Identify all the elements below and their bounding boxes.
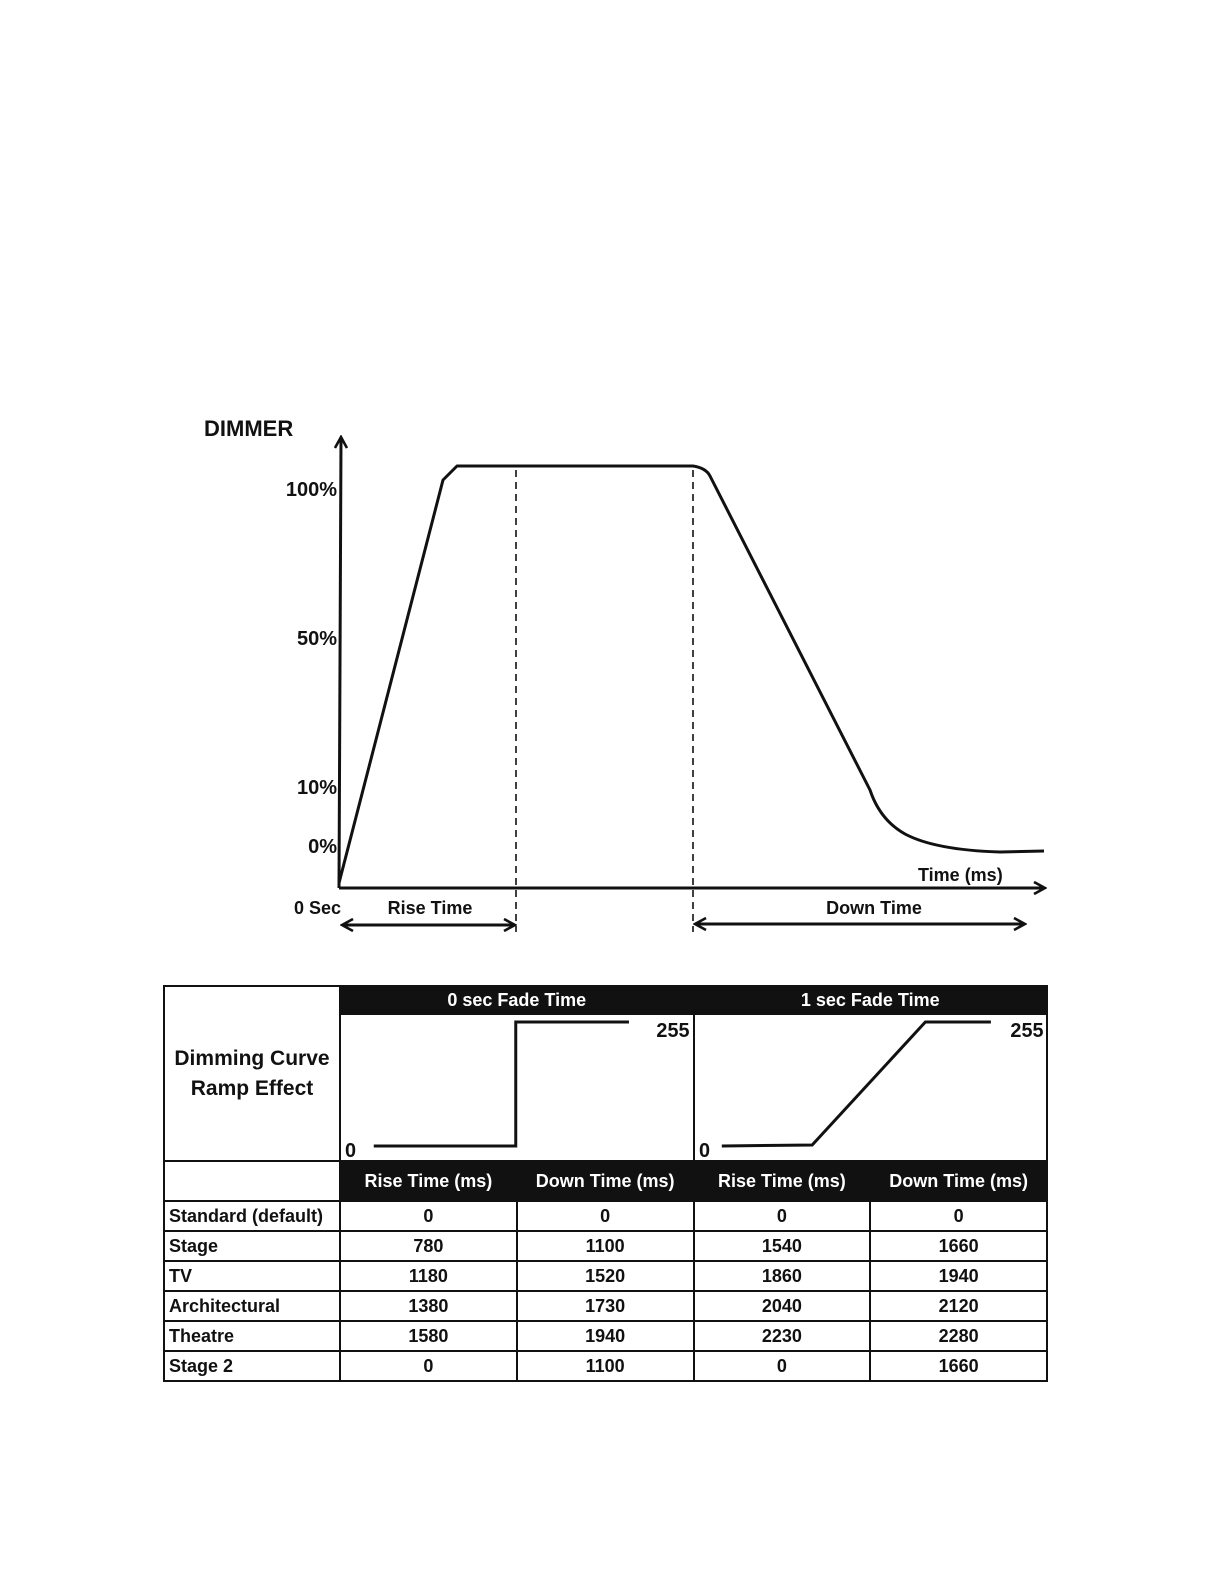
row-label: Stage 2	[164, 1351, 340, 1381]
table-cell: 1860	[694, 1261, 871, 1291]
rise-time-label: Rise Time	[387, 898, 473, 918]
table-row	[164, 1291, 1047, 1321]
fade-time-header: 0 sec Fade Time	[340, 986, 694, 1014]
row-label: Standard (default)	[164, 1201, 340, 1231]
table-cell: 1100	[517, 1231, 694, 1261]
table-row	[164, 1231, 1047, 1261]
ramp-max-label: 255	[656, 1019, 690, 1043]
table-cell: 0	[340, 1201, 517, 1231]
table-cell: 1180	[340, 1261, 517, 1291]
table-cell: 1100	[517, 1351, 694, 1381]
y-tick-label: 0%	[308, 836, 337, 858]
fade-time-header: 1 sec Fade Time	[694, 986, 1048, 1014]
row-label: Stage	[164, 1231, 340, 1261]
table-row	[164, 1201, 1047, 1231]
ramp-effect-label: Dimming Curve Ramp Effect	[174, 1046, 330, 1100]
y-axis	[339, 438, 341, 888]
table-cell: 1540	[694, 1231, 871, 1261]
dimmer-curve	[339, 466, 1044, 883]
blank-header-cell	[164, 1161, 340, 1201]
ramp-min-label: 0	[344, 1139, 357, 1160]
table-cell: 2230	[694, 1321, 871, 1351]
table-cell: 780	[340, 1231, 517, 1261]
table-cell: 0	[694, 1201, 871, 1231]
table-cell: 1660	[870, 1351, 1047, 1381]
y-tick-label: 100%	[285, 479, 337, 501]
column-header: Down Time (ms)	[870, 1161, 1047, 1201]
table-cell: 0	[694, 1351, 871, 1381]
table-cell: 1730	[517, 1291, 694, 1321]
dimming-curve-table	[163, 985, 1048, 1382]
table-row	[164, 1261, 1047, 1291]
table-cell: 2040	[694, 1291, 871, 1321]
table-cell: 1940	[517, 1321, 694, 1351]
table-row	[164, 1351, 1047, 1381]
table-cell: 0	[340, 1351, 517, 1381]
table-cell: 2280	[870, 1321, 1047, 1351]
ramp-graph-0-sec	[340, 1014, 694, 1161]
row-label: TV	[164, 1261, 340, 1291]
ramp-min-label: 0	[698, 1139, 710, 1160]
ramp-max-label: 255	[1009, 1019, 1044, 1043]
column-header: Down Time (ms)	[517, 1161, 694, 1201]
table-cell: 1520	[517, 1261, 694, 1291]
y-tick-label: 50%	[296, 628, 337, 650]
y-axis-title: DIMMER	[204, 416, 294, 441]
column-header: Rise Time (ms)	[340, 1161, 517, 1201]
origin-label: 0 Sec	[294, 898, 342, 918]
down-time-label: Down Time	[826, 898, 922, 918]
ramp-graph-1-sec	[694, 1014, 1048, 1161]
x-axis-title: Time (ms)	[918, 865, 1003, 885]
y-tick-label: 10%	[296, 777, 337, 799]
table-cell: 2120	[870, 1291, 1047, 1321]
row-label: Theatre	[164, 1321, 340, 1351]
table-cell: 1940	[870, 1261, 1047, 1291]
table-cell: 0	[870, 1201, 1047, 1231]
ramp-effect-header	[164, 986, 340, 1161]
table-cell: 0	[517, 1201, 694, 1231]
row-label: Architectural	[164, 1291, 340, 1321]
column-header: Rise Time (ms)	[694, 1161, 871, 1201]
table-cell: 1660	[870, 1231, 1047, 1261]
table-cell: 1580	[340, 1321, 517, 1351]
table-row	[164, 1321, 1047, 1351]
table-cell: 1380	[340, 1291, 517, 1321]
